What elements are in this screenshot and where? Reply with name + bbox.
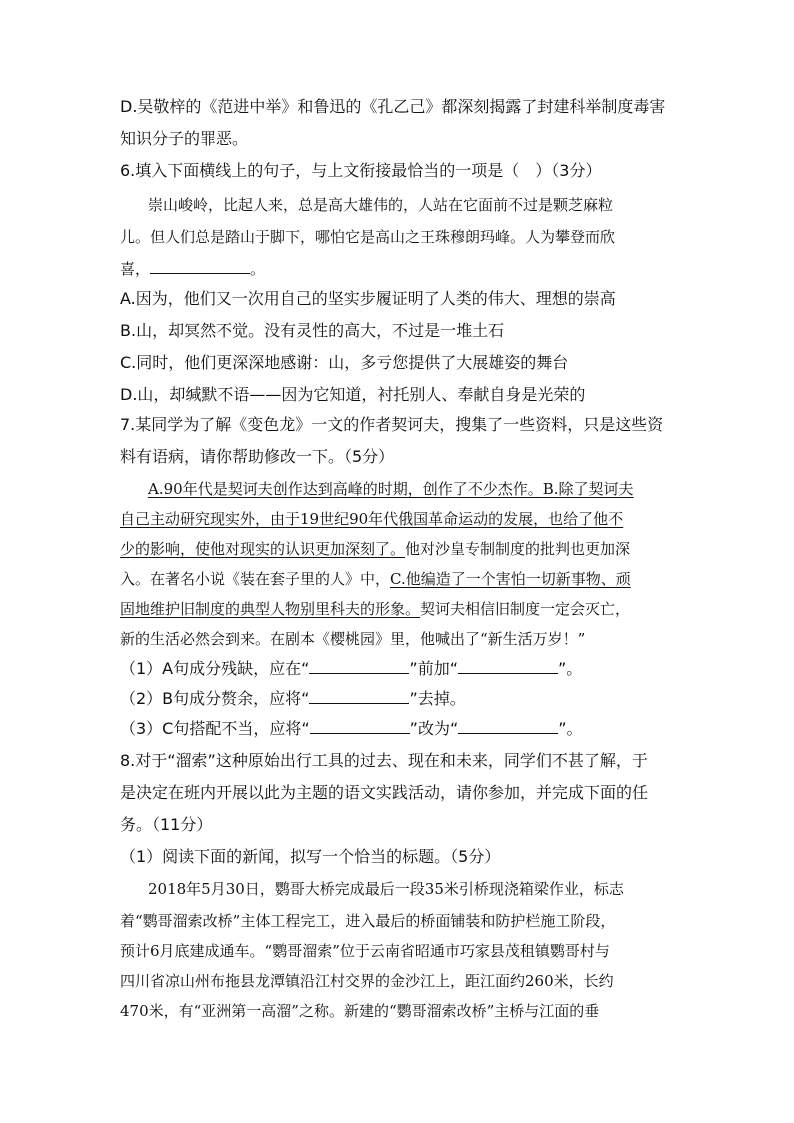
q7-sub2: （2）B句成分赘余，应将“ ”去掉。: [120, 689, 466, 708]
q8-news-line3: 预计6月底建成通车。“鹦哥溜索”位于云南省昭通市巧家县茂租镇鹦哥村与: [120, 942, 610, 960]
q8-news-line2: 着“鹦哥溜索改桥”主体工程完工，进入最后的桥面铺装和防护栏施工阶段，: [120, 912, 616, 930]
question-7-stem-line2: 料有语病，请你帮助修改一下。（5分）: [120, 447, 395, 466]
q7-sub3: （3）C句搭配不当，应将“ ”改为“ ”。: [120, 719, 583, 738]
question-8-stem-line3: 务。（11分）: [120, 815, 213, 834]
q7-passage-line6: 新的生活必然会到来。在剧本《樱桃园》里，他喊出了“新生活万岁！”: [120, 630, 586, 648]
q6-option-b: B.山，却冥然不觉。没有灵性的高大，不过是一堆土石: [120, 321, 505, 340]
q7-passage-line1: A.90年代是契诃夫创作达到高峰的时期，创作了不少杰作。B.除了契诃夫: [148, 480, 634, 498]
q8-news-line1: 2018年5月30日，鹦哥大桥完成最后一段35米引桥现浇箱梁作业，标志: [148, 880, 624, 898]
question-8-stem-line2: 是决定在班内开展以此为主题的语文实践活动，请你参加，并完成下面的任: [120, 783, 649, 802]
q8-news-line4: 四川省凉山州布拖县龙潭镇沿江村交界的金沙江上，距江面约260米，长约: [120, 972, 614, 990]
q7-sub1-blank2[interactable]: [458, 659, 558, 674]
q8-sub1: （1）阅读下面的新闻，拟写一个恰当的标题。（5分）: [120, 847, 501, 866]
q8-news-line5: 470米，有“亚洲第一高溜”之称。新建的“鹦哥溜索改桥”主桥与江面的垂: [120, 1002, 600, 1020]
q7-sub2-blank[interactable]: [309, 689, 409, 704]
q7-sub3-blank2[interactable]: [458, 719, 558, 734]
q7-passage-line2: 自己主动研究现实外，由于19世纪90年代俄国革命运动的发展，也给了他不: [120, 510, 624, 528]
q7-passage-line4: 入。在著名小说《装在套子里的人》中，C.他编造了一个害怕一切新事物、顽: [120, 570, 631, 588]
q6-passage-line2: 儿。但人们总是踏山于脚下，哪怕它是高山之王珠穆朗玛峰。人为攀登而欣: [120, 228, 616, 246]
q7-sub1-blank1[interactable]: [309, 659, 409, 674]
option-d-line1: D.吴敬梓的《范进中举》和鲁迅的《孔乙己》都深刻揭露了封建科举制度毒害: [120, 97, 666, 116]
q6-option-d: D.山，却缄默不语——因为它知道，衬托别人、奉献自身是光荣的: [120, 385, 586, 404]
q7-passage-line5: 固地维护旧制度的典型人物别里科夫的形象。契诃夫相信旧制度一定会灭亡，: [120, 600, 631, 618]
q7-passage-line3: 少的影响，使他对现实的认识更加深刻了。他对沙皇专制制度的批判也更加深: [120, 540, 631, 558]
question-6-stem: 6.填入下面横线上的句子，与上文衔接最恰当的一项是（ ）（3分）: [120, 161, 602, 180]
q7-sub1: （1）A句成分残缺，应在“ ”前加“ ”。: [120, 659, 583, 678]
q6-option-a: A.因为，他们又一次用自己的坚实步履证明了人类的伟大、理想的崇高: [120, 289, 616, 308]
q7-sub3-blank1[interactable]: [310, 719, 410, 734]
q6-option-c: C.同时，他们更深深地感谢：山，多亏您提供了大展雄姿的舞台: [120, 353, 569, 372]
q6-passage-line1: 崇山峻岭，比起人来，总是高大雄伟的，人站在它面前不过是颗芝麻粒: [148, 196, 614, 214]
q6-answer-blank[interactable]: [150, 259, 250, 274]
question-7-stem-line1: 7.某同学为了解《变色龙》一文的作者契诃夫，搜集了一些资料，只是这些资: [120, 415, 664, 434]
q6-passage-line3: 喜， 。: [120, 260, 266, 278]
question-8-stem-line1: 8.对于“溜索”这种原始出行工具的过去、现在和未来，同学们不甚了解，于: [120, 751, 648, 770]
option-d-line2: 知识分子的罪恶。: [120, 129, 249, 148]
